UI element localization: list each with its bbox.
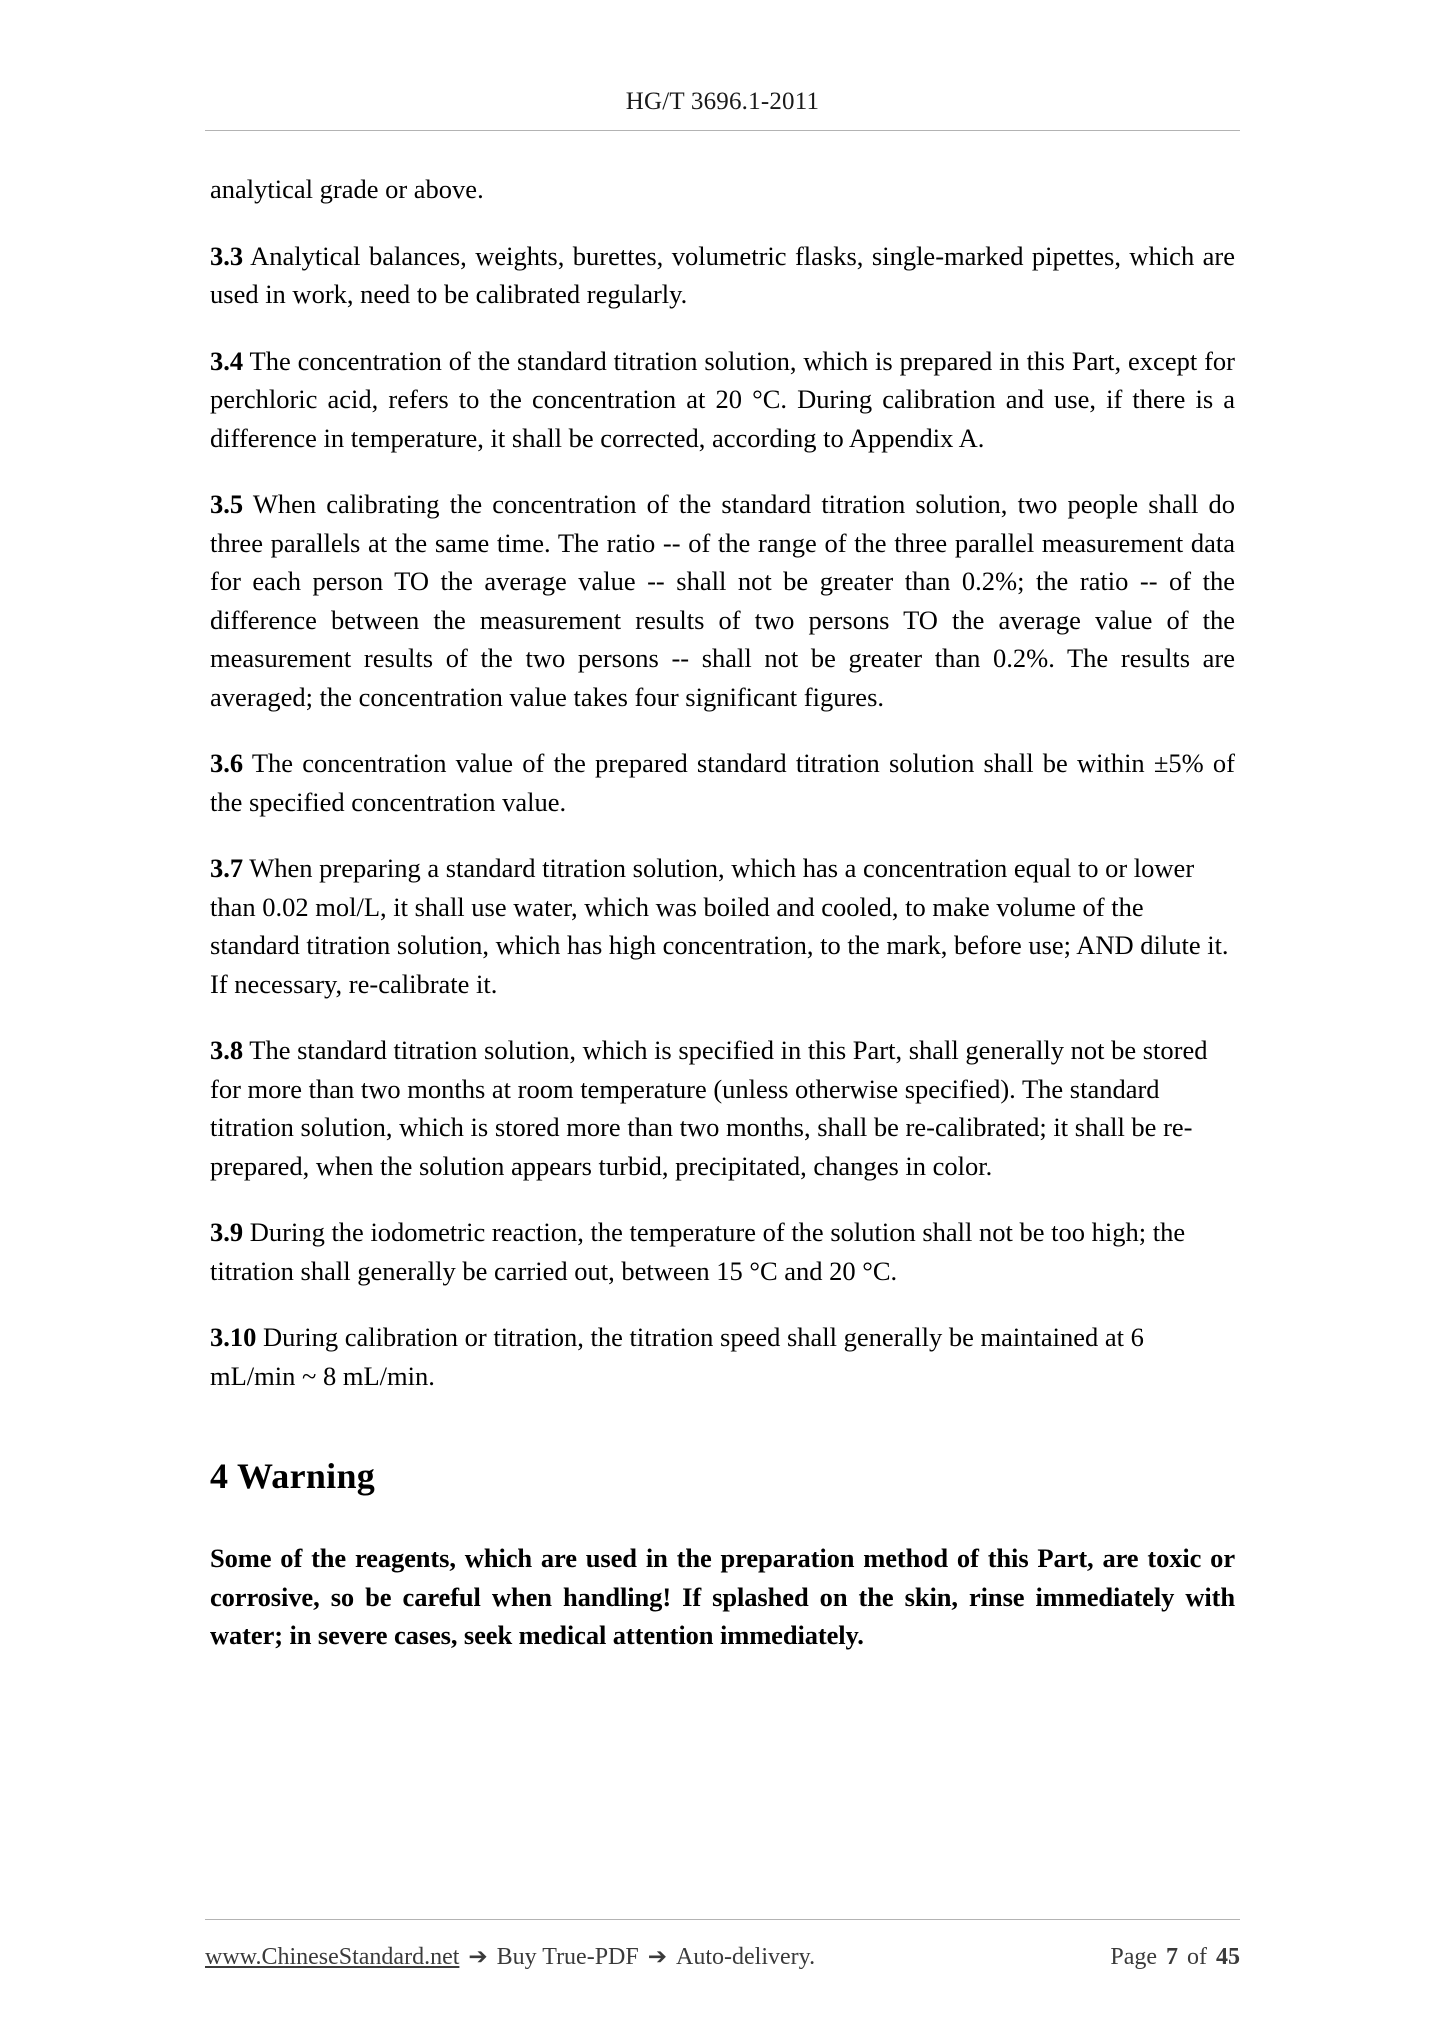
clause-number: 3.3 — [210, 240, 244, 271]
chinesestandard-link[interactable]: www.ChineseStandard.net — [205, 1943, 460, 1970]
page-footer — [205, 1940, 1240, 1974]
clause-number: 3.10 — [210, 1322, 257, 1352]
clause-3-4 — [210, 342, 1235, 458]
page-label: Page — [1110, 1943, 1157, 1970]
document-body — [210, 170, 1235, 1655]
arrow-right-icon: ➔ — [468, 1943, 488, 1969]
page-number-indicator — [1110, 1944, 1240, 1971]
clause-number: 3.5 — [210, 489, 244, 519]
clause-text: The standard titration solution, which is specified in this Part, shall generally not be stored for more than two months at room temperature (unless otherwise specified). The standard titration solution, which is stored more than two months, shall be re-calibrated; it shall be re-prepared, when the solution appears turbid, precipitated, changes in color. — [210, 1035, 1208, 1181]
clause-number: 3.7 — [210, 853, 244, 883]
arrow-right-icon: ➔ — [647, 1943, 668, 1969]
clause-3-7 — [210, 849, 1235, 1003]
section-heading-warning: 4 Warning — [210, 1456, 376, 1496]
of-label: of — [1187, 1943, 1207, 1970]
paragraph-intro-continuation: analytical grade or above. — [210, 174, 484, 204]
clause-number: 3.9 — [210, 1217, 244, 1247]
clause-3-10 — [210, 1318, 1235, 1395]
clause-3-5 — [210, 485, 1235, 716]
warning-paragraph: Some of the reagents, which are used in the preparation method of this Part, are toxic or corrosive, so be careful when handling! If splashed on the skin, rinse immediately with water; in severe cases, seek medical attention immediately. — [210, 1543, 1235, 1650]
clause-3-3 — [210, 237, 1235, 314]
clause-number: 3.6 — [210, 748, 244, 778]
clause-number: 3.4 — [210, 345, 244, 376]
clause-text: Analytical balances, weights, burettes, volumetric flasks, single-marked pipettes, which are used in work, need to be calibrated regularly. — [210, 240, 1235, 309]
clause-3-8 — [210, 1031, 1235, 1185]
auto-delivery-label: Auto-delivery. — [676, 1943, 816, 1970]
footer-divider — [205, 1919, 1240, 1920]
page-header — [205, 88, 1240, 116]
clause-3-6 — [210, 744, 1235, 821]
clause-3-9 — [210, 1213, 1235, 1290]
header-divider — [205, 130, 1240, 131]
total-page-count: 45 — [1216, 1943, 1240, 1970]
clause-text: When preparing a standard titration solution, which has a concentration equal to or lower than 0.02 mol/L, it shall use water, which was boiled and cooled, to make volume of the standard titration solution, which has high concentration, to the mark, before use; AND dilute it. If necessary, re-calibrate it. — [210, 853, 1229, 999]
document-standard-code: HG/T 3696.1-2011 — [625, 88, 820, 115]
clause-text: During calibration or titration, the titration speed shall generally be maintained at 6 mL/min ~ 8 mL/min. — [210, 1322, 1144, 1391]
clause-text: The concentration value of the prepared standard titration solution shall be within ±5% of the specified concentration value. — [210, 748, 1236, 817]
clause-number: 3.8 — [210, 1035, 244, 1065]
footer-promo — [205, 1944, 815, 1971]
buy-true-pdf-label: Buy True-PDF — [496, 1943, 639, 1970]
clause-text: During the iodometric reaction, the temperature of the solution shall not be too high; the titration shall generally be carried out, between 15 °C and 20 °C. — [210, 1217, 1186, 1286]
clause-text: When calibrating the concentration of the standard titration solution, two people shall do three parallels at the same time. The ratio -- of the range of the three parallel measurement data for each person TO the average value -- shall not be greater than 0.2%; the ratio -- of the difference between the measurement results of two persons TO the average value of the measurement results of the two persons -- shall not be greater than 0.2%. The results are averaged; the concentration value takes four significant figures. — [210, 489, 1235, 712]
clause-text: The concentration of the standard titration solution, which is prepared in this Part, except for perchloric acid, refers to the concentration at 20 °C. During calibration and use, if there is a difference in temperature, it shall be corrected, according to Appendix A. — [210, 345, 1235, 453]
current-page-number: 7 — [1166, 1943, 1178, 1970]
